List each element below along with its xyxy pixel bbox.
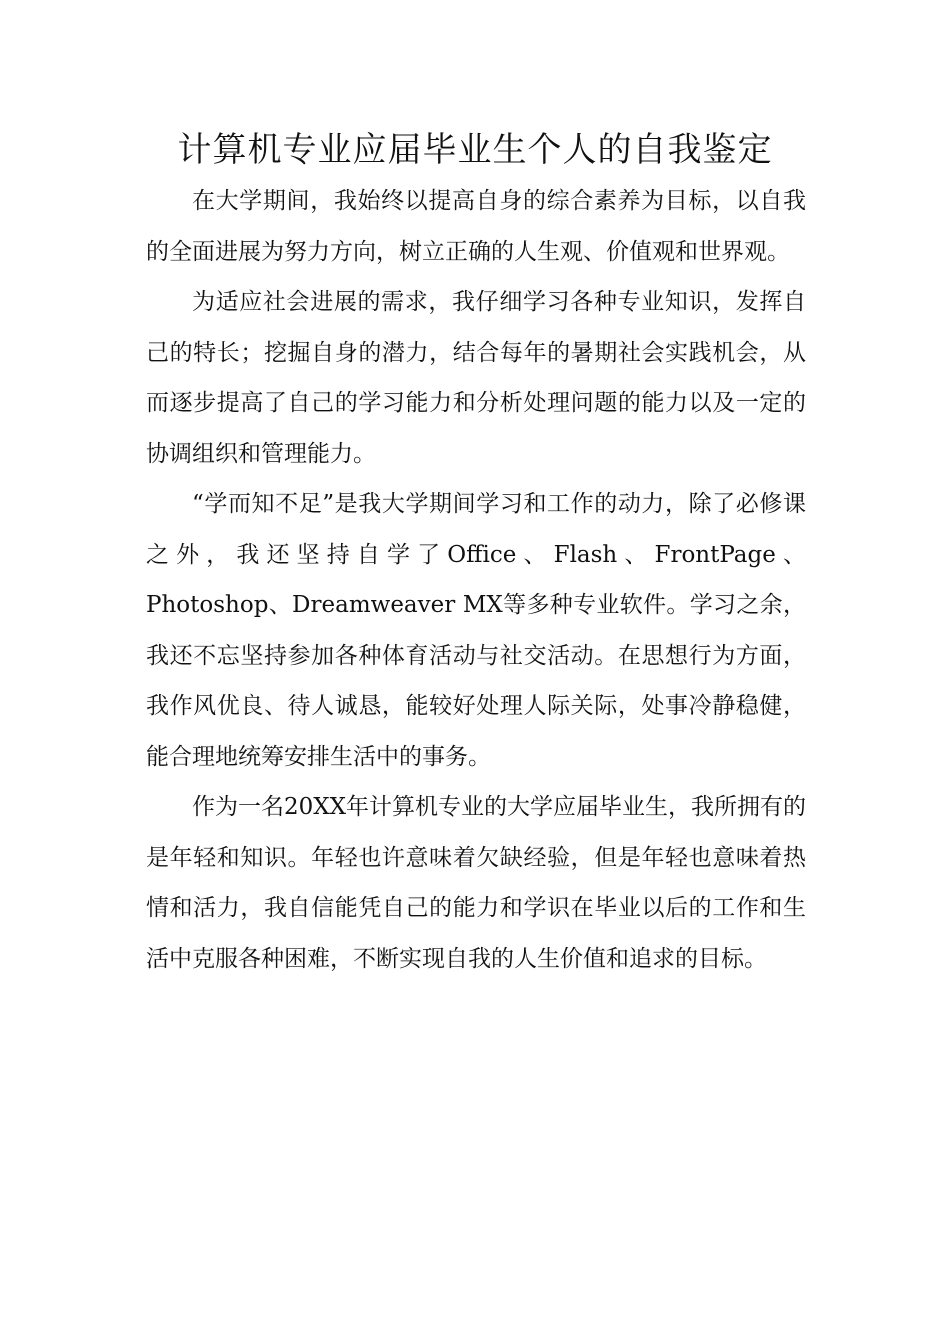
paragraph-1: 在大学期间，我始终以提高自身的综合素养为目标，以自我的全面进展为努力方向，树立正确的人生观、价值观和世界观。: [146, 188, 806, 265]
paragraph-4: 作为一名20XX年计算机专业的大学应届毕业生，我所拥有的是年轻和知识。年轻也许意味着欠缺经验，但是年轻也意味着热情和活力，我自信能凭自己的能力和学识在毕业以后的工作和生活中克服各种困难，不断实现自我的人生价值和追求的目标。: [146, 794, 807, 972]
paragraph-3: “学而知不足”是我大学期间学习和工作的动力，除了必修课之外，我还坚持自学了Office、Flash、FrontPage、Photoshop、Dreamweaver MX等多种专业软件。学习之余，我还不忘坚持参加各种体育活动与社交活动。在思想行为方面，我作风优良、待人诚恳，能较好处理人际关际，处事冷静稳健，能合理地统筹安排生活中的事务。: [146, 491, 806, 770]
document-title: 计算机专业应届毕业生个人的自我鉴定: [177, 130, 773, 170]
document-body: [146, 176, 806, 984]
paragraph-2: 为适应社会进展的需求，我仔细学习各种专业知识，发挥自己的特长；挖掘自身的潜力，结合每年的暑期社会实践机会，从而逐步提高了自己的学习能力和分析处理问题的能力以及一定的协调组织和管理能力。: [146, 289, 806, 467]
